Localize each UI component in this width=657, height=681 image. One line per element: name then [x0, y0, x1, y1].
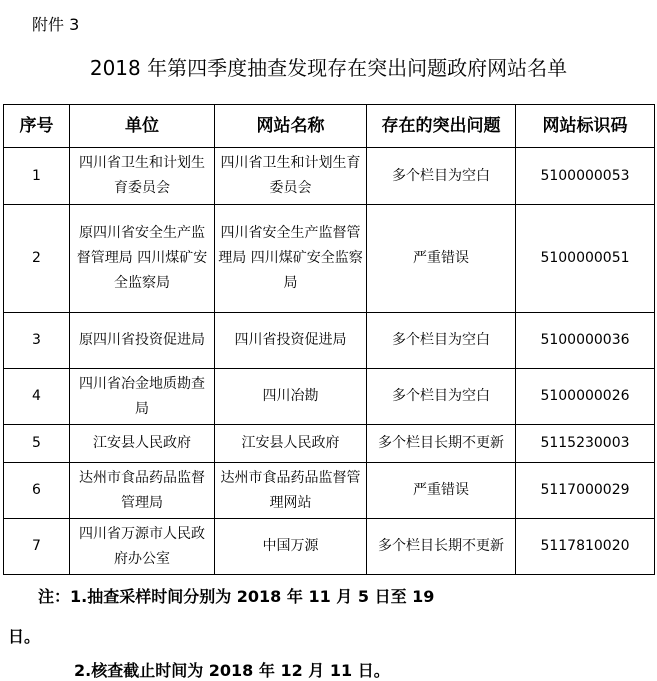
note-deadline: 2.核查截止时间为 2018 年 12 月 11 日。 — [74, 661, 390, 680]
cell-issue: 多个栏目为空白 — [367, 148, 516, 205]
cell-unit: 原四川省投资促进局 — [70, 313, 215, 369]
cell-issue: 多个栏目长期不更新 — [367, 425, 516, 463]
cell-site: 达州市食品药品监督管理网站 — [215, 463, 367, 519]
table-row — [4, 205, 655, 313]
cell-no: 2 — [4, 205, 70, 313]
cell-site: 江安县人民政府 — [215, 425, 367, 463]
column-header-issue: 存在的突出问题 — [367, 105, 516, 148]
cell-unit: 四川省冶金地质勘查局 — [70, 369, 215, 425]
cell-issue: 多个栏目为空白 — [367, 369, 516, 425]
table-row — [4, 313, 655, 369]
cell-no: 1 — [4, 148, 70, 205]
cell-no: 7 — [4, 519, 70, 575]
cell-site: 四川省投资促进局 — [215, 313, 367, 369]
cell-issue: 多个栏目为空白 — [367, 313, 516, 369]
websites-table — [3, 104, 655, 575]
cell-issue: 严重错误 — [367, 463, 516, 519]
table-row — [4, 463, 655, 519]
cell-code: 5115230003 — [516, 425, 655, 463]
cell-no: 6 — [4, 463, 70, 519]
cell-unit: 四川省万源市人民政府办公室 — [70, 519, 215, 575]
cell-unit: 原四川省安全生产监督管理局 四川煤矿安全监察局 — [70, 205, 215, 313]
cell-code: 5100000051 — [516, 205, 655, 313]
cell-site: 四川省卫生和计划生育委员会 — [215, 148, 367, 205]
cell-code: 5100000053 — [516, 148, 655, 205]
attachment-label: 附件 3 — [32, 15, 80, 34]
cell-no: 3 — [4, 313, 70, 369]
note-sampling-period-cont: 日。 — [8, 627, 41, 646]
column-header-code: 网站标识码 — [516, 105, 655, 148]
cell-unit: 四川省卫生和计划生育委员会 — [70, 148, 215, 205]
cell-site: 四川省安全生产监督管理局 四川煤矿安全监察局 — [215, 205, 367, 313]
table-row — [4, 425, 655, 463]
cell-issue: 严重错误 — [367, 205, 516, 313]
column-header-no: 序号 — [4, 105, 70, 148]
table-row — [4, 369, 655, 425]
note-sampling-period: 注：1.抽查采样时间分别为 2018 年 11 月 5 日至 19 — [38, 587, 435, 606]
cell-unit: 达州市食品药品监督管理局 — [70, 463, 215, 519]
column-header-site: 网站名称 — [215, 105, 367, 148]
cell-code: 5117000029 — [516, 463, 655, 519]
cell-issue: 多个栏目长期不更新 — [367, 519, 516, 575]
document-title: 2018 年第四季度抽查发现存在突出问题政府网站名单 — [89, 56, 568, 80]
table-header-row — [4, 105, 655, 148]
cell-site: 四川冶勘 — [215, 369, 367, 425]
column-header-unit: 单位 — [70, 105, 215, 148]
cell-code: 5117810020 — [516, 519, 655, 575]
cell-code: 5100000036 — [516, 313, 655, 369]
table-row — [4, 519, 655, 575]
cell-site: 中国万源 — [215, 519, 367, 575]
cell-unit: 江安县人民政府 — [70, 425, 215, 463]
cell-code: 5100000026 — [516, 369, 655, 425]
cell-no: 5 — [4, 425, 70, 463]
cell-no: 4 — [4, 369, 70, 425]
table-row — [4, 148, 655, 205]
